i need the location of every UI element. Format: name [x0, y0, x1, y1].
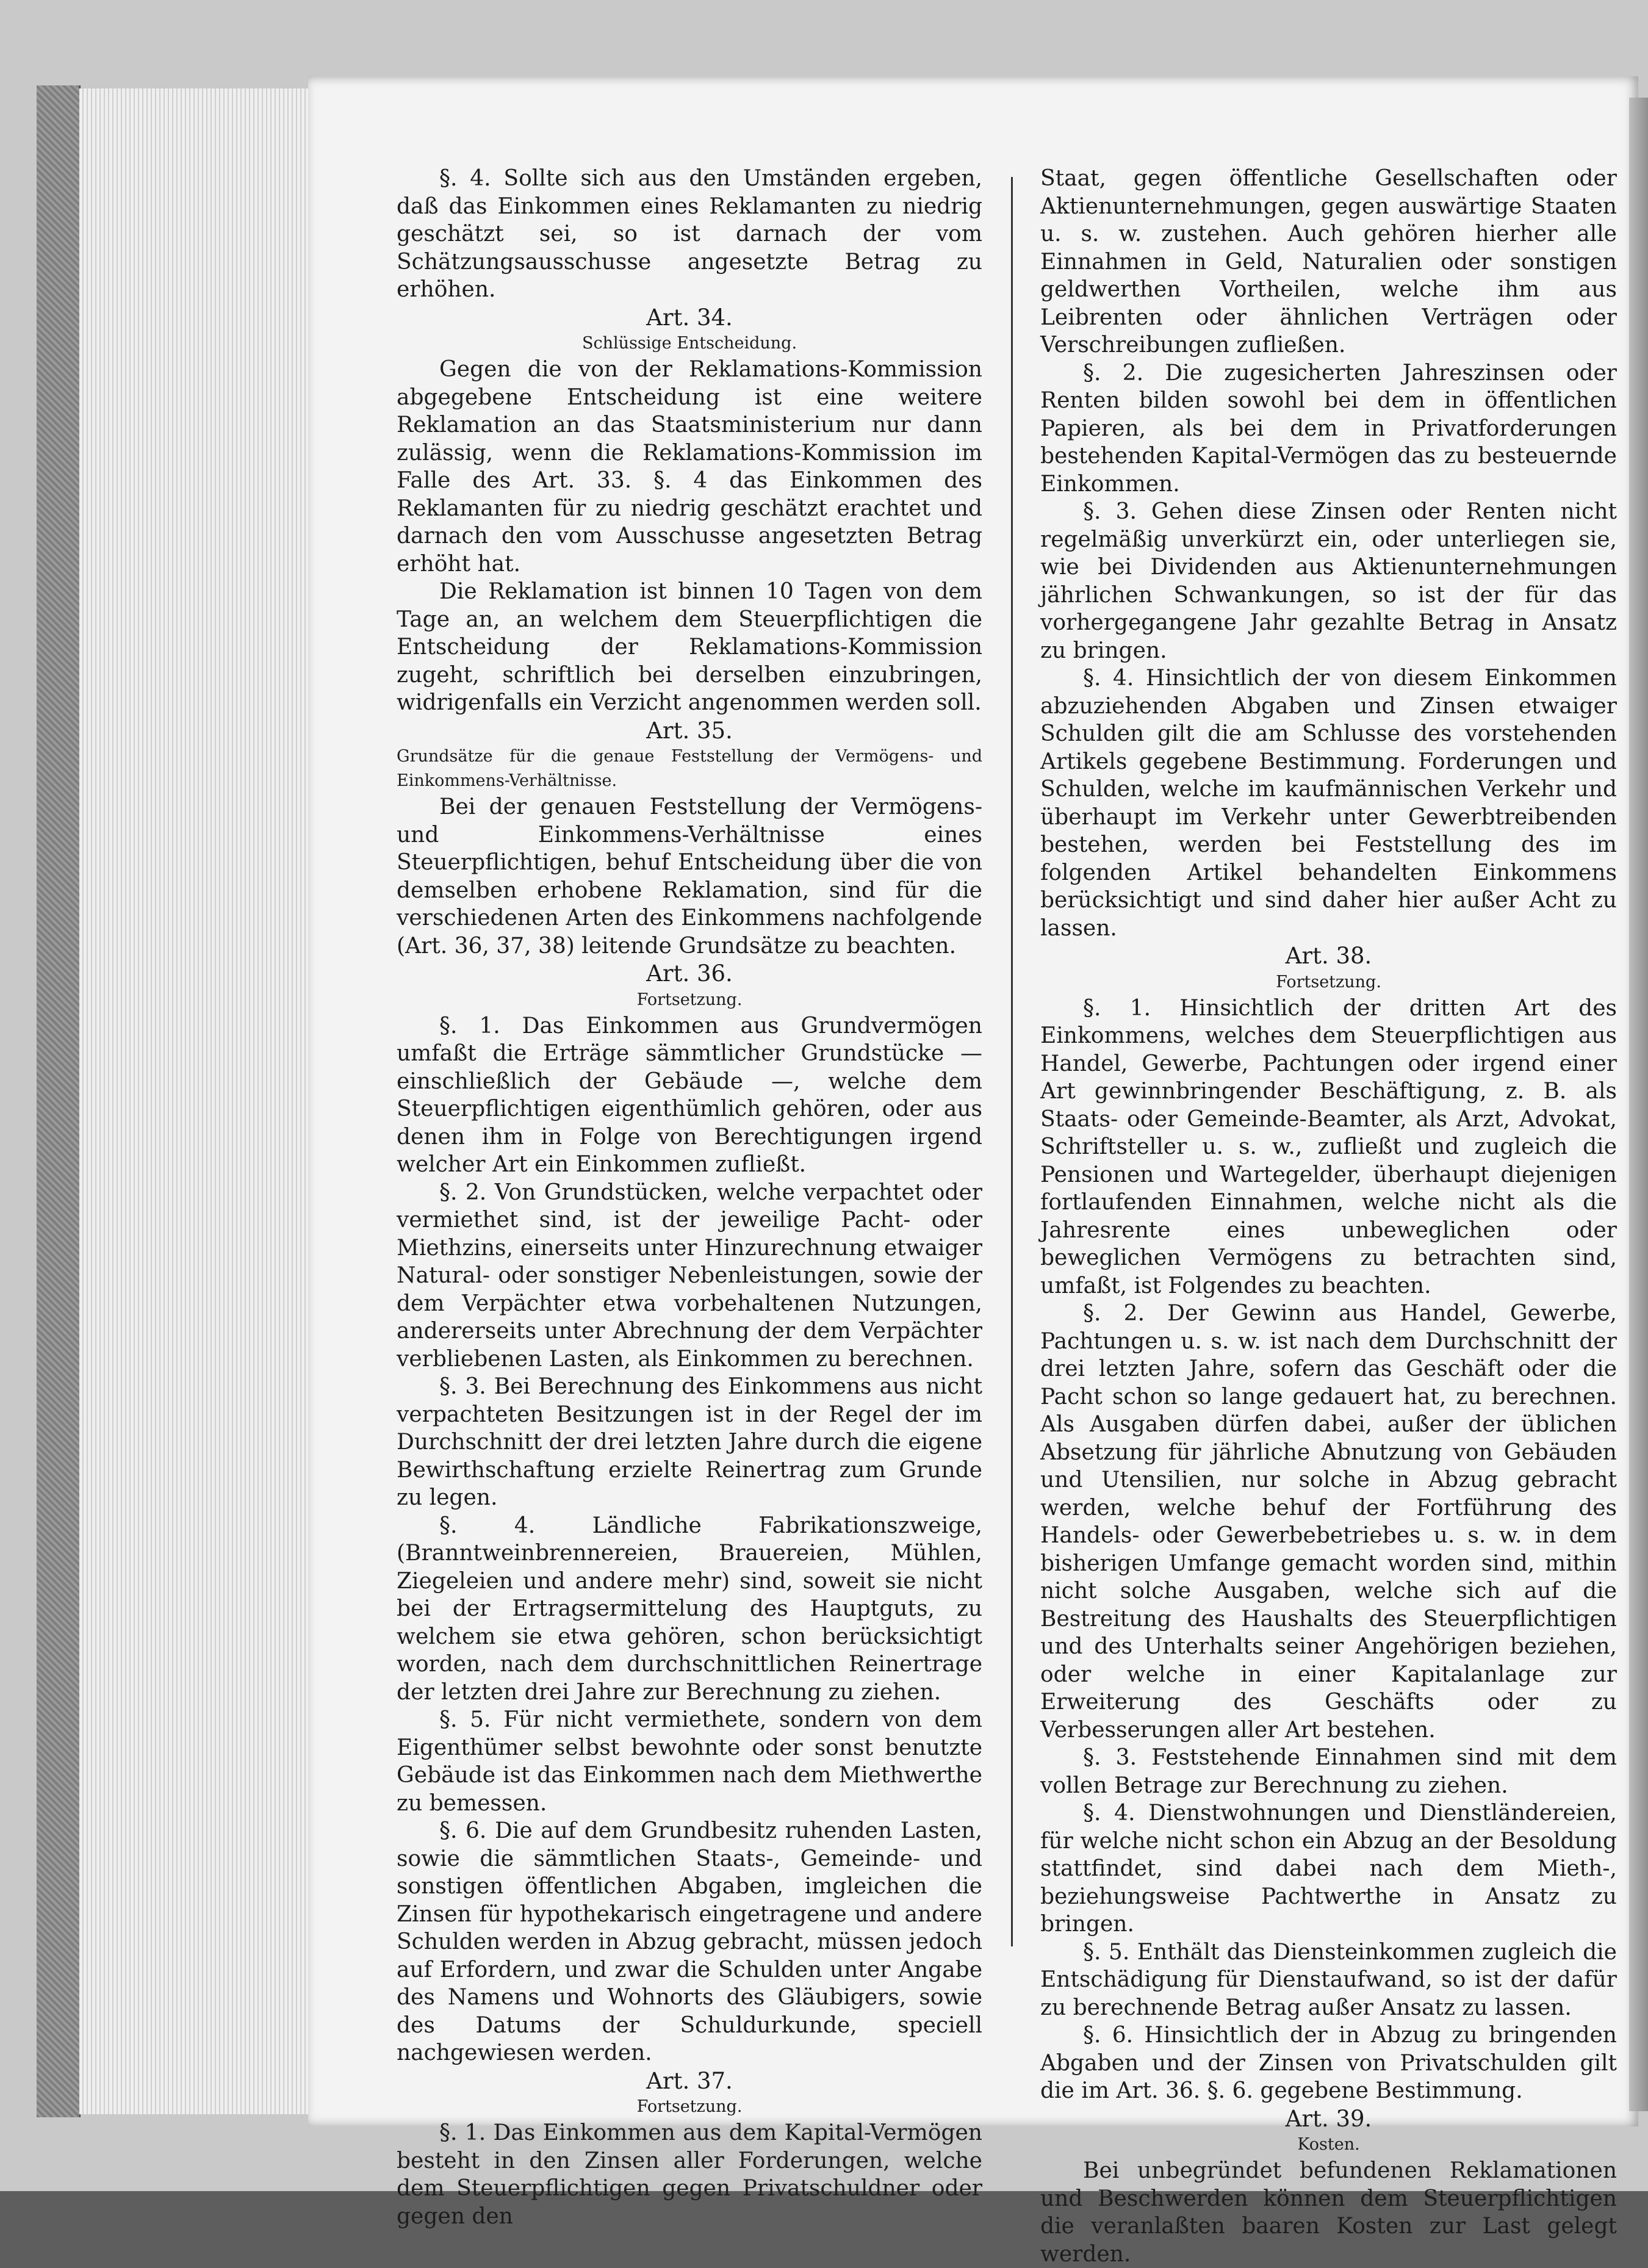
column-divider-rule [1011, 177, 1013, 1946]
article-subheading: Schlüssige Entscheidung. [581, 334, 797, 353]
paragraph: §. 1. Das Einkommen aus Grundvermögen umfaßt die Erträge sämmtlicher Grundstücke — einschließlich der Gebäude —, welche dem Steuerpflichtigen eigenthümlich gehören, oder aus denen ihm in Folge von Berechtigungen irgend welcher Art ein Einkommen zufließt. [397, 1013, 982, 1177]
paragraph: §. 1. Hinsichtlich der dritten Art des Einkommens, welches dem Steuerpflichtigen aus Handel, Gewerbe, Pachtungen oder irgend einer Art gewinnbringender Beschäftigung, z. B. als Staats- oder Gemeinde-Beamter, als Arzt, Advokat, Schriftsteller u. s. w., zufließt und zugleich die Pensionen und Wartegelder, überhaupt diejenigen fortlaufenden Einnahmen, welche nicht als die Jahresrente eines unbeweglichen oder beweglichen Vermögens zu betrachten sind, umfaßt, ist Folgendes zu beachten. [1040, 995, 1617, 1298]
paragraph: Die Reklamation ist binnen 10 Tagen von dem Tage an, an welchem dem Steuerpflichtigen die Entscheidung der Reklamations-Kommission zugeht, schriftlich bei derselben einzubringen, widrigenfalls ein Verzicht angenommen werden soll. [397, 579, 982, 715]
page-right-edge [1629, 98, 1648, 2111]
book-cover-edge [37, 85, 81, 2117]
paragraph: §. 5. Enthält das Diensteinkommen zugleich die Entschädigung für Dienstaufwand, so ist der dafür zu berechnende Betrag außer Ansatz zu lassen. [1040, 1939, 1617, 2020]
article-subheading: Fortsetzung. [636, 990, 743, 1009]
article-subheading: Fortsetzung. [1276, 972, 1381, 992]
paragraph: §. 5. Für nicht vermiethete, sondern von dem Eigenthümer selbst bewohnte oder sonst benutzte Gebäude ist das Einkommen nach dem Miethwerthe zu bemessen. [397, 1707, 982, 1816]
right-text-column [1040, 165, 1617, 2268]
article-heading: Art. 39. [1285, 2105, 1372, 2132]
paragraph: Bei unbegründet befundenen Reklamationen und Beschwerden können dem Steuerpflichtigen die veranlaßten baaren Kosten zur Last gelegt werden. [1040, 2158, 1617, 2267]
paragraph: Staat, gegen öffentliche Gesellschaften oder Aktienunternehmungen, gegen auswärtige Staaten u. s. w. zustehen. Auch gehören hierher alle Einnahmen in Geld, Naturalien oder sonstigen geldwerthen Vortheilen, welche ihm aus Leibrenten oder ähnlichen Verträgen oder Verschreibungen zufließen. [1040, 166, 1617, 358]
article-subheading: Grundsätze für die genaue Feststellung der Vermögens- und Einkommens-Verhältnisse. [397, 747, 982, 790]
left-text-column [397, 165, 982, 2230]
paragraph: §. 3. Bei Berechnung des Einkommens aus nicht verpachteten Besitzungen ist in der Regel der im Durchschnitt der drei letzten Jahre durch die eigene Bewirthschaftung erzielte Reinertrag zum Grunde zu legen. [397, 1374, 982, 1510]
article-subheading: Fortsetzung. [636, 2097, 743, 2116]
paragraph: §. 2. Von Grundstücken, welche verpachtet oder vermiethet sind, ist der jeweilige Pacht- oder Miethzins, einerseits unter Hinzurechnung etwaiger Natural- oder sonstiger Nebenleistungen, sowie der dem Verpächter etwa vorbehaltenen Nutzungen, andererseits unter Abrechnung der dem Verpächter verbliebenen Lasten, als Einkommen zu berechnen. [397, 1179, 982, 1372]
paragraph: Gegen die von der Reklamations-Kommission abgegebene Entscheidung ist eine weitere Reklamation an das Staatsministerium nur dann zulässig, wenn die Reklamations-Kommission im Falle des Art. 33. §. 4 das Einkommen des Reklamanten für zu niedrig geschätzt erachtet und darnach den vom Ausschusse angesetzten Betrag erhöht hat. [397, 357, 982, 577]
article-heading: Art. 34. [646, 304, 733, 331]
article-heading: Art. 36. [646, 960, 733, 987]
article-subheading: Kosten. [1297, 2135, 1360, 2154]
article-heading: Art. 37. [646, 2067, 733, 2094]
page-block-edges [79, 88, 311, 2114]
paragraph: §. 2. Die zugesicherten Jahreszinsen oder Renten bilden sowohl bei dem in öffentlichen Papieren, als bei dem in Privatforderungen bestehenden Kapital-Vermögen das zu besteuernde Einkommen. [1040, 360, 1617, 497]
paragraph: §. 1. Das Einkommen aus dem Kapital-Vermögen besteht in den Zinsen aller Forderungen, welche dem Steuerpflichtigen gegen Privatschuldner oder gegen den [397, 2120, 982, 2229]
article-heading: Art. 38. [1285, 943, 1372, 969]
paragraph: §. 4. Sollte sich aus den Umständen ergeben, daß das Einkommen eines Reklamanten zu niedrig geschätzt sei, so ist darnach der vom Schätzungsausschusse angesetzte Betrag zu erhöhen. [397, 166, 982, 302]
paragraph: §. 4. Dienstwohnungen und Dienstländereien, für welche nicht schon ein Abzug an der Besoldung stattfindet, sind dabei nach dem Mieth-, beziehungsweise Pachtwerthe in Ansatz zu bringen. [1040, 1801, 1617, 1937]
paragraph: Bei der genauen Feststellung der Vermögens- und Einkommens-Verhältnisse eines Steuerpflichtigen, behuf Entscheidung über die von demselben erhobene Reklamation, sind für die verschiedenen Arten des Einkommens nachfolgende (Art. 36, 37, 38) leitende Grundsätze zu beachten. [397, 794, 982, 959]
paragraph: §. 6. Die auf dem Grundbesitz ruhenden Lasten, sowie die sämmtlichen Staats-, Gemeinde- und sonstigen öffentlichen Abgaben, imgleichen die Zinsen für hypothekarisch eingetragene und andere Schulden werden in Abzug gebracht, müssen jedoch auf Erfordern, und zwar die Schulden unter Angabe des Namens und Wohnorts des Gläubigers, sowie des Datums der Schuldurkunde, speciell nachgewiesen werden. [397, 1818, 982, 2065]
article-heading: Art. 35. [646, 717, 733, 744]
paragraph: §. 4. Ländliche Fabrikationszweige, (Branntweinbrennereien, Brauereien, Mühlen, Ziegeleien und andere mehr) sind, soweit sie nicht bei der Ertragsermittelung des Hauptguts, zu welchem sie etwa gehören, schon berücksichtigt worden, nach dem durchschnittlichen Reinertrage der letzten drei Jahre zur Berechnung zu ziehen. [397, 1513, 982, 1705]
paragraph: §. 2. Der Gewinn aus Handel, Gewerbe, Pachtungen u. s. w. ist nach dem Durchschnitt der drei letzten Jahre, sofern das Geschäft oder die Pacht schon so lange gedauert hat, zu berechnen. Als Ausgaben dürfen dabei, außer der üblichen Absetzung für jährliche Abnutzung von Gebäuden und Utensilien, nur solche in Abzug gebracht werden, welche behuf der Fortführung des Handels- oder Gewerbebetriebes u. s. w. in dem bisherigen Umfange gemacht worden sind, mithin nicht solche Ausgaben, welche sich auf die Bestreitung des Haushalts des Steuerpflichtigen und des Unterhalts seiner Angehörigen beziehen, oder welche in einer Kapitalanlage zur Erweiterung des Geschäfts oder zu Verbesserungen aller Art bestehen. [1040, 1301, 1617, 1743]
paragraph: §. 3. Feststehende Einnahmen sind mit dem vollen Betrage zur Berechnung zu ziehen. [1040, 1745, 1617, 1798]
paragraph: §. 3. Gehen diese Zinsen oder Renten nicht regelmäßig unverkürzt ein, oder unterliegen sie, wie bei Dividenden aus Aktienunternehmungen jährlichen Schwankungen, so ist der für das vorhergegangene Jahr gezahlte Betrag in Ansatz zu bringen. [1040, 499, 1617, 663]
paragraph: §. 4. Hinsichtlich der von diesem Einkommen abzuziehenden Abgaben und Zinsen etwaiger Schulden gilt die am Schlusse des vorstehenden Artikels gegebene Bestimmung. Forderungen und Schulden, welche im kaufmännischen Verkehr und überhaupt im Verkehr unter Gewerbtreibenden bestehen, werden bei Feststellung des im folgenden Artikel behandelten Einkommens berücksichtigt und sind daher hier außer Acht zu lassen. [1040, 666, 1617, 941]
paragraph: §. 6. Hinsichtlich der in Abzug zu bringenden Abgaben und der Zinsen von Privatschulden gilt die im Art. 36. §. 6. gegebene Bestimmung. [1040, 2023, 1617, 2103]
